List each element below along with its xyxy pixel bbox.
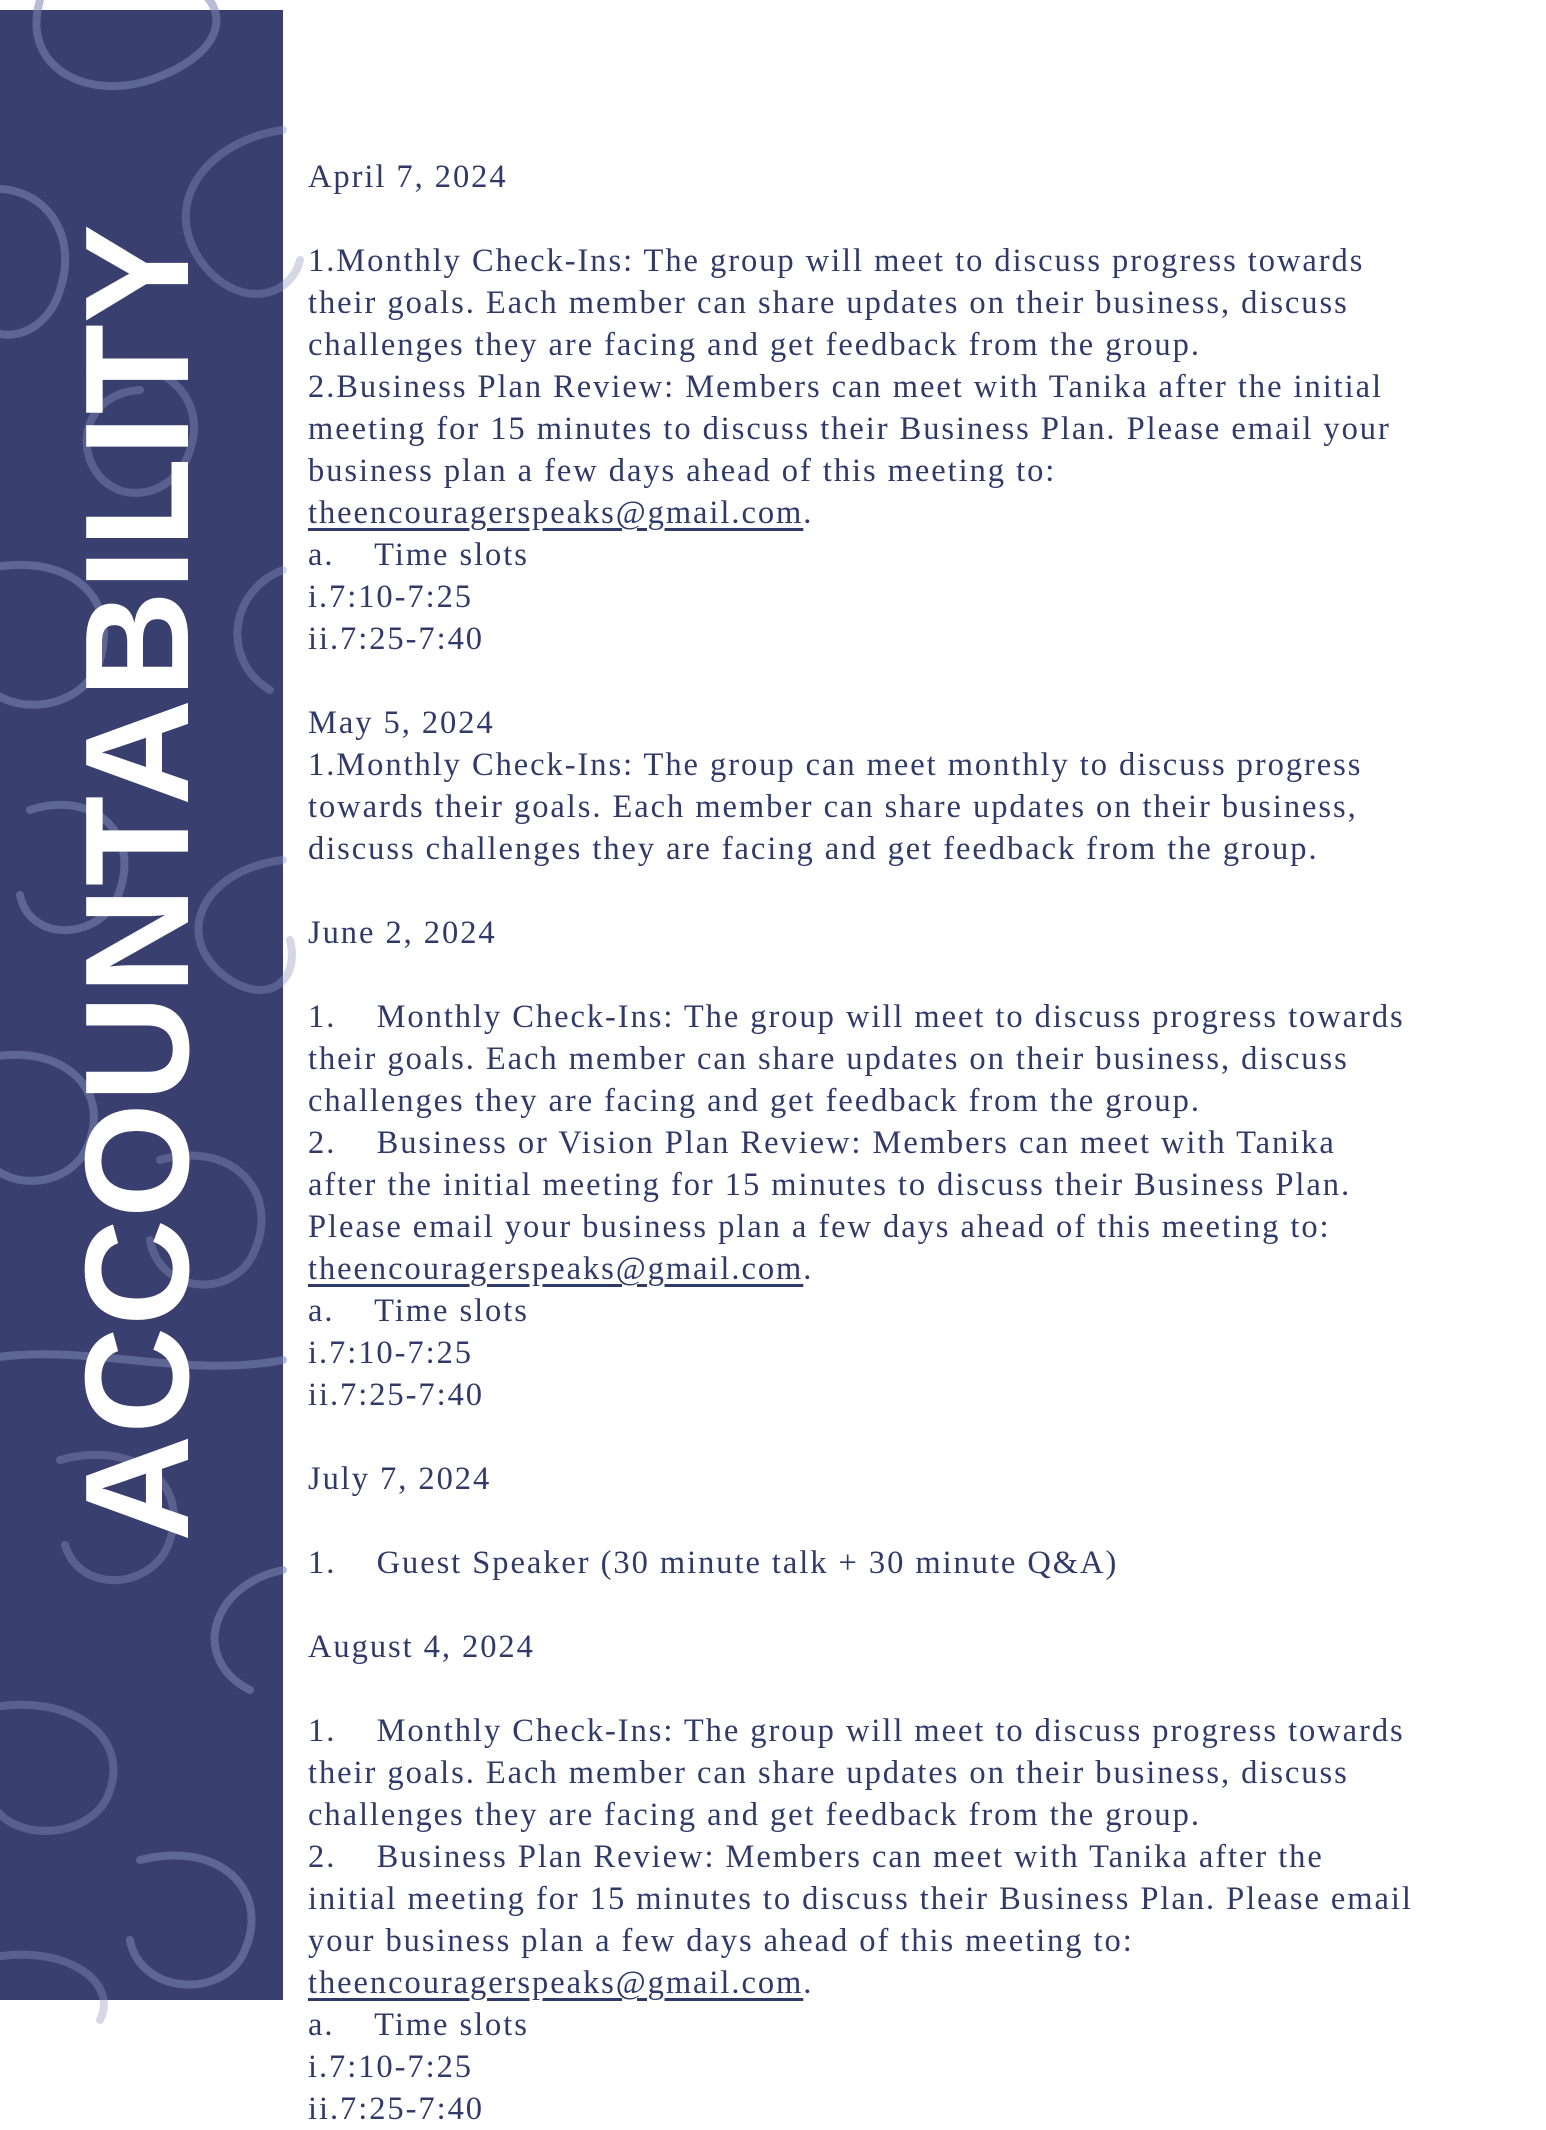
email-link[interactable]: theencouragerspeaks@gmail.com bbox=[308, 1965, 804, 2001]
text-segment: after the initial meeting for 15 minutes to discuss their Business Plan. bbox=[308, 1167, 1352, 1203]
text-segment: initial meeting for 15 minutes to discuss their Business Plan. Please email bbox=[308, 1881, 1413, 1917]
schedule-section bbox=[308, 1626, 1498, 2130]
text-line bbox=[308, 1836, 1498, 1878]
text-line bbox=[308, 1206, 1498, 1248]
text-segment: a. Time slots bbox=[308, 1293, 529, 1329]
text-segment: 1. Guest Speaker (30 minute talk + 30 minute Q&A) bbox=[308, 1545, 1119, 1581]
text-line bbox=[308, 324, 1498, 366]
text-line bbox=[308, 240, 1498, 282]
text-line bbox=[308, 1038, 1498, 1080]
date-heading: August 4, 2024 bbox=[308, 1629, 535, 1665]
text-segment: a. Time slots bbox=[308, 2007, 529, 2043]
accountability-sidebar bbox=[0, 10, 283, 2000]
text-segment: 2.Business Plan Review: Members can meet with Tanika after the initial bbox=[308, 369, 1384, 405]
text-segment: 2. Business Plan Review: Members can meet with Tanika after the bbox=[308, 1839, 1324, 1875]
text-segment: their goals. Each member can share updates on their business, discuss bbox=[308, 285, 1349, 321]
text-segment: . bbox=[803, 495, 814, 531]
text-segment: their goals. Each member can share updates on their business, discuss bbox=[308, 1755, 1349, 1791]
text-segment: ii.7:25-7:40 bbox=[308, 1377, 484, 1413]
schedule-section bbox=[308, 156, 1498, 660]
text-segment: challenges they are facing and get feedback from the group. bbox=[308, 327, 1201, 363]
text-segment: meeting for 15 minutes to discuss their Business Plan. Please email your bbox=[308, 411, 1391, 447]
text-line bbox=[308, 1332, 1498, 1374]
date-heading: July 7, 2024 bbox=[308, 1461, 492, 1497]
text-segment: your business plan a few days ahead of this meeting to: bbox=[308, 1923, 1134, 1959]
text-line bbox=[308, 534, 1498, 576]
text-line bbox=[308, 1080, 1498, 1122]
text-line bbox=[308, 996, 1498, 1038]
text-line bbox=[308, 2088, 1498, 2130]
email-link[interactable]: theencouragerspeaks@gmail.com bbox=[308, 1251, 804, 1287]
text-line bbox=[308, 1164, 1498, 1206]
text-segment: . bbox=[803, 1965, 814, 2001]
text-line bbox=[308, 1248, 1498, 1290]
text-segment: 1.Monthly Check-Ins: The group can meet monthly to discuss progress bbox=[308, 747, 1363, 783]
document-body bbox=[308, 30, 1498, 2130]
text-segment: challenges they are facing and get feedback from the group. bbox=[308, 1083, 1201, 1119]
text-segment: i.7:10-7:25 bbox=[308, 2049, 473, 2085]
text-segment: their goals. Each member can share updates on their business, discuss bbox=[308, 1041, 1349, 1077]
text-line bbox=[308, 492, 1498, 534]
text-segment: i.7:10-7:25 bbox=[308, 1335, 473, 1371]
text-line bbox=[308, 282, 1498, 324]
text-line bbox=[308, 2046, 1498, 2088]
text-line bbox=[308, 408, 1498, 450]
text-line bbox=[308, 1962, 1498, 2004]
text-line bbox=[308, 1794, 1498, 1836]
text-line bbox=[308, 1710, 1498, 1752]
text-line bbox=[308, 1878, 1498, 1920]
date-heading: May 5, 2024 bbox=[308, 705, 495, 741]
text-line bbox=[308, 576, 1498, 618]
text-segment: discuss challenges they are facing and get feedback from the group. bbox=[308, 831, 1319, 867]
text-segment: 1. Monthly Check-Ins: The group will meet to discuss progress towards bbox=[308, 999, 1405, 1035]
email-link[interactable]: theencouragerspeaks@gmail.com bbox=[308, 495, 804, 531]
text-line bbox=[308, 2004, 1498, 2046]
text-line bbox=[308, 1752, 1498, 1794]
text-line bbox=[308, 366, 1498, 408]
text-line bbox=[308, 1122, 1498, 1164]
text-line bbox=[308, 786, 1498, 828]
text-segment: a. Time slots bbox=[308, 537, 529, 573]
text-segment: i.7:10-7:25 bbox=[308, 579, 473, 615]
schedule-section bbox=[308, 702, 1498, 870]
text-segment: 1.Monthly Check-Ins: The group will meet to discuss progress towards bbox=[308, 243, 1365, 279]
text-segment: towards their goals. Each member can share updates on their business, bbox=[308, 789, 1358, 825]
text-line bbox=[308, 1374, 1498, 1416]
text-line bbox=[308, 744, 1498, 786]
date-heading: June 2, 2024 bbox=[308, 915, 497, 951]
text-line bbox=[308, 618, 1498, 660]
text-line bbox=[308, 1290, 1498, 1332]
text-segment: business plan a few days ahead of this meeting to: bbox=[308, 453, 1057, 489]
text-segment: challenges they are facing and get feedback from the group. bbox=[308, 1797, 1201, 1833]
text-segment: ii.7:25-7:40 bbox=[308, 621, 484, 657]
text-segment: ii.7:25-7:40 bbox=[308, 2091, 484, 2127]
schedule-section bbox=[308, 912, 1498, 1416]
accountability-vertical-title: ACCOUNTABILITY bbox=[55, 223, 220, 1542]
schedule-section bbox=[308, 1458, 1498, 1584]
text-segment: . bbox=[803, 1251, 814, 1287]
text-line bbox=[308, 450, 1498, 492]
text-segment: 1. Monthly Check-Ins: The group will meet to discuss progress towards bbox=[308, 1713, 1405, 1749]
text-segment: 2. Business or Vision Plan Review: Members can meet with Tanika bbox=[308, 1125, 1336, 1161]
text-line bbox=[308, 828, 1498, 870]
text-line bbox=[308, 1542, 1498, 1584]
text-segment: Please email your business plan a few days ahead of this meeting to: bbox=[308, 1209, 1331, 1245]
text-line bbox=[308, 1920, 1498, 1962]
date-heading: April 7, 2024 bbox=[308, 159, 508, 195]
